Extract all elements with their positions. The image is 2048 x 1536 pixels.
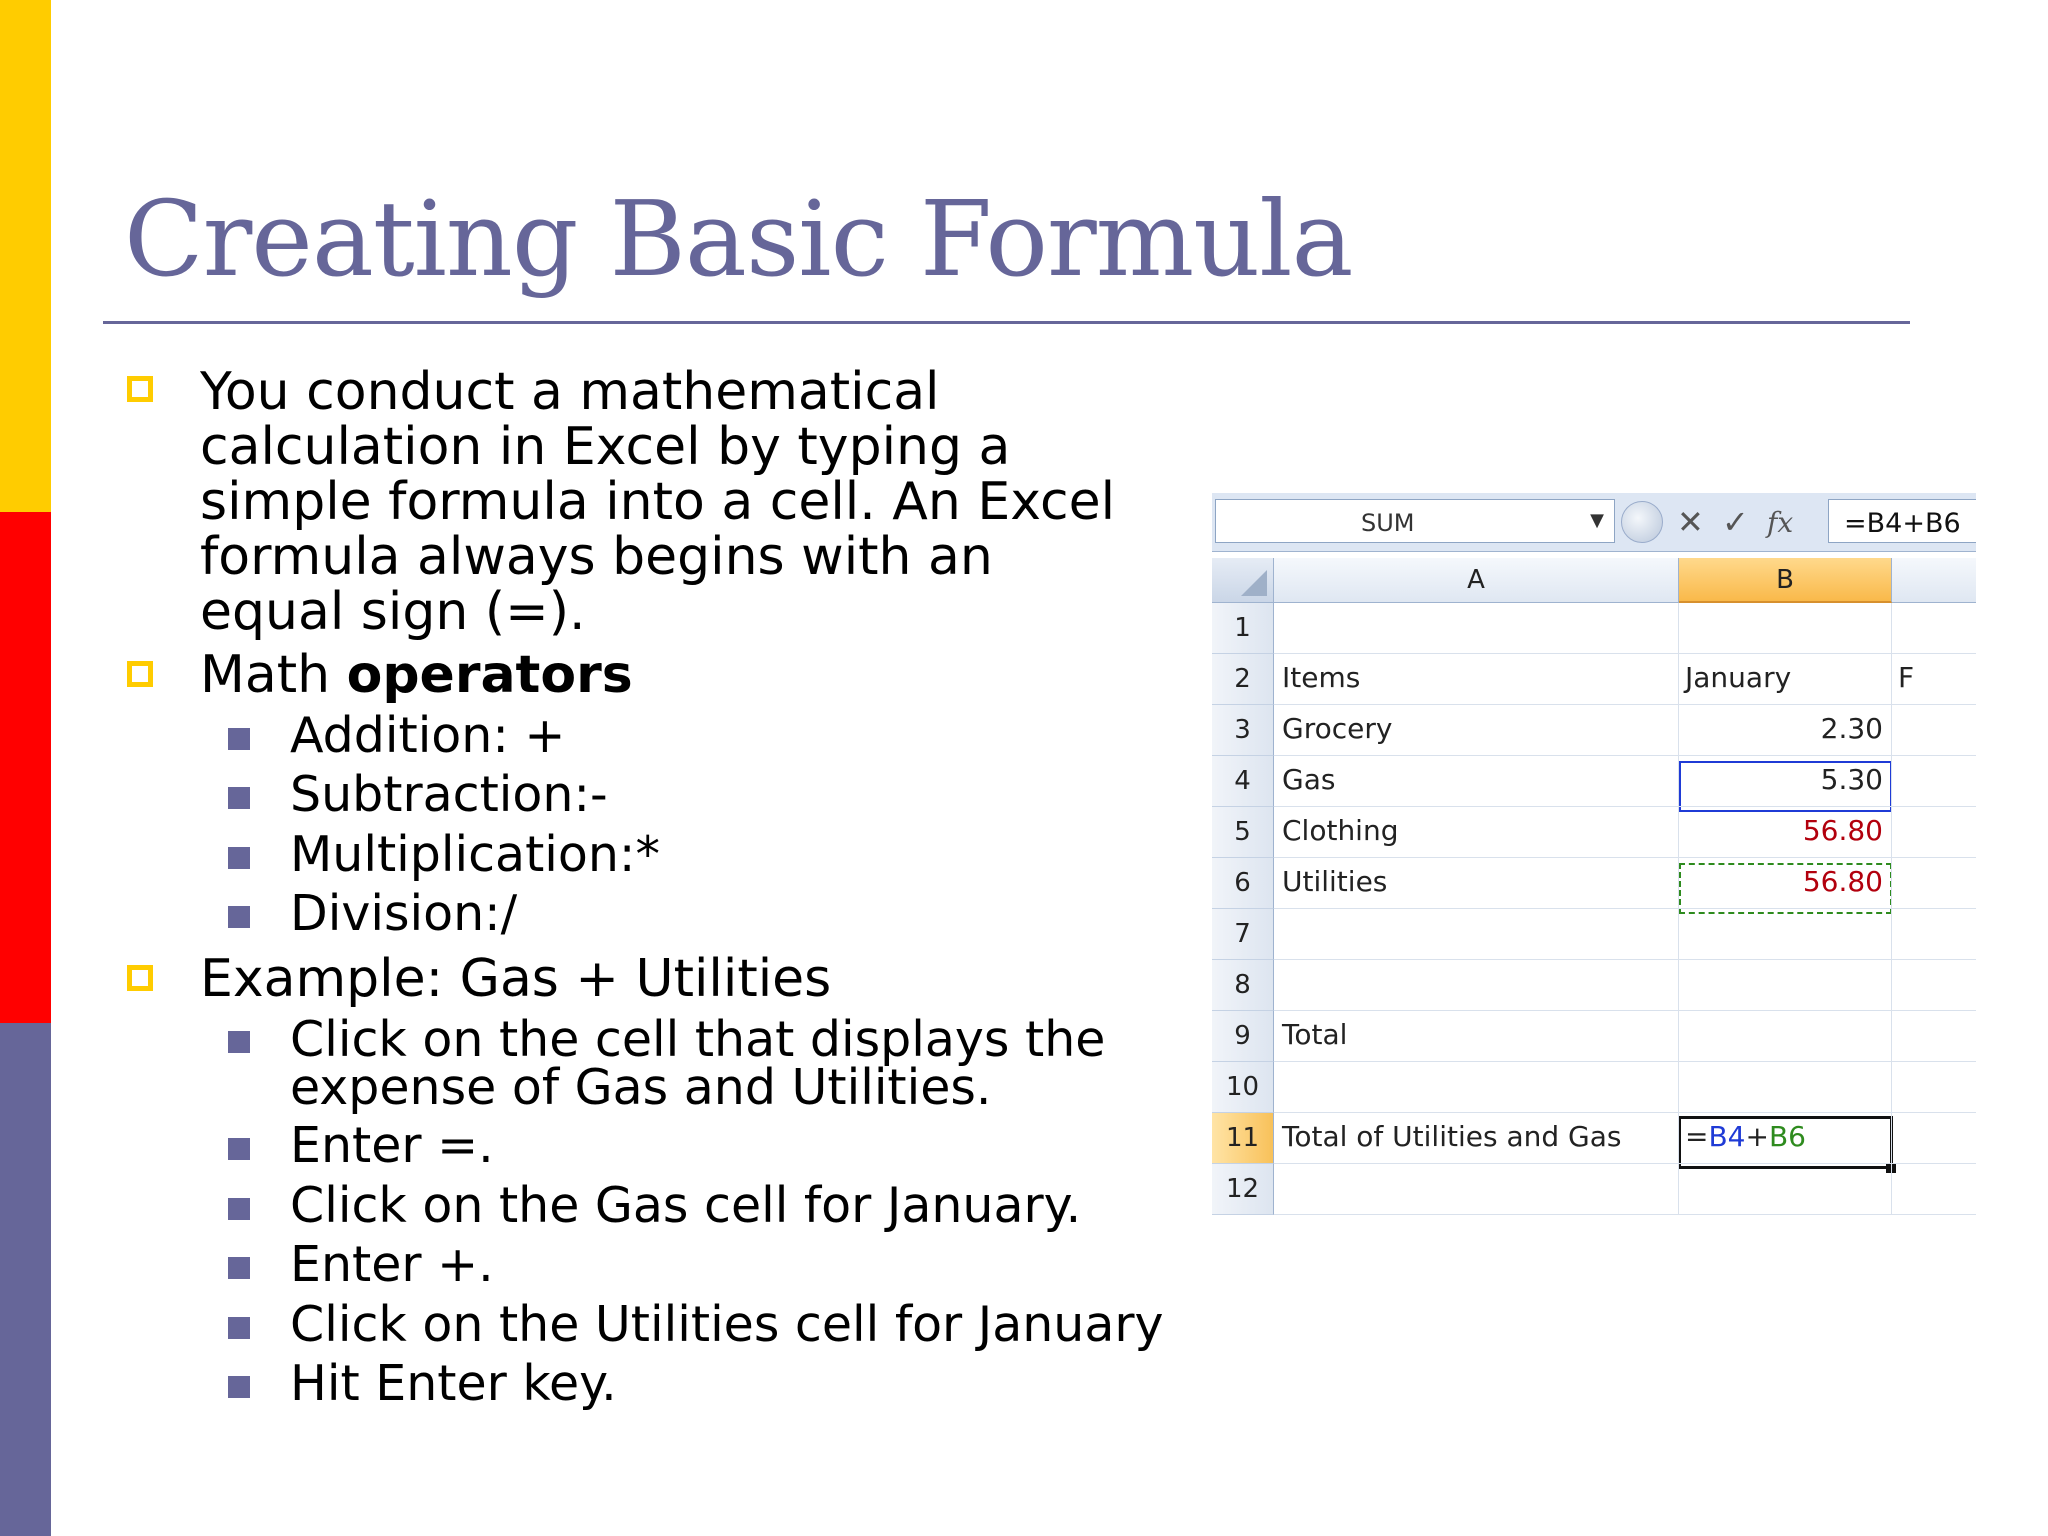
cell-next[interactable] bbox=[1892, 603, 1976, 654]
row-header[interactable]: 2 bbox=[1212, 654, 1274, 705]
bullet-text: Example: Gas + Utilities bbox=[200, 949, 832, 1009]
cell-a6[interactable] bbox=[1274, 858, 1679, 909]
row-header[interactable]: 10 bbox=[1212, 1062, 1274, 1113]
sub-bullet-marker bbox=[228, 1138, 250, 1160]
column-header-a[interactable]: A bbox=[1274, 558, 1679, 603]
sub-bullet-marker bbox=[228, 728, 250, 750]
accent-purple bbox=[0, 1023, 51, 1536]
cell-value: 56.80 bbox=[1802, 865, 1883, 898]
row-header[interactable]: 8 bbox=[1212, 960, 1274, 1011]
cell-b3[interactable] bbox=[1679, 705, 1892, 756]
cell-value: Total of Utilities and Gas bbox=[1282, 1120, 1622, 1153]
left-accent-bar bbox=[0, 0, 51, 1536]
cell-value: Clothing bbox=[1282, 814, 1399, 847]
formula-value: =B4+B6 bbox=[1844, 508, 1961, 539]
sub-bullet-marker bbox=[228, 1198, 250, 1220]
formula-part-ref2: B6 bbox=[1768, 1120, 1806, 1153]
cancel-icon[interactable]: ✕ bbox=[1677, 503, 1704, 541]
bullet-text bbox=[200, 645, 633, 705]
column-header-next[interactable] bbox=[1892, 558, 1976, 603]
row-header[interactable]: 1 bbox=[1212, 603, 1274, 654]
sub-bullet-text: Click on the Gas cell for January. bbox=[290, 1177, 1082, 1234]
bullet-text: formula always begins with an bbox=[200, 527, 993, 587]
bullet-text: You conduct a mathematical bbox=[200, 362, 940, 422]
cell-b11[interactable] bbox=[1679, 1113, 1892, 1164]
cell-next[interactable] bbox=[1892, 1164, 1976, 1215]
formula-bar-area bbox=[1212, 493, 1976, 552]
cell-value: Total bbox=[1282, 1018, 1348, 1051]
cell-value: Gas bbox=[1282, 763, 1336, 796]
sub-bullet-text: Multiplication:* bbox=[290, 826, 660, 883]
row-header[interactable]: 4 bbox=[1212, 756, 1274, 807]
sub-bullet-text: Subtraction:- bbox=[290, 766, 608, 823]
bullet-marker bbox=[127, 965, 153, 991]
name-box-value: SUM bbox=[1361, 509, 1415, 537]
cell-value: 56.80 bbox=[1802, 814, 1883, 847]
check-icon[interactable]: ✓ bbox=[1722, 503, 1749, 541]
cell-value: January bbox=[1685, 661, 1792, 694]
sub-bullet-marker bbox=[228, 787, 250, 809]
cell-b9[interactable] bbox=[1679, 1011, 1892, 1062]
cell-next[interactable] bbox=[1892, 909, 1976, 960]
sub-bullet-text: Click on the cell that displays the bbox=[290, 1011, 1106, 1068]
bullet-text: simple formula into a cell. An Excel bbox=[200, 472, 1116, 532]
formula-part-eq: = bbox=[1685, 1120, 1709, 1153]
sub-bullet-marker bbox=[228, 847, 250, 869]
cell-b8[interactable] bbox=[1679, 960, 1892, 1011]
bullet-text: calculation in Excel by typing a bbox=[200, 417, 1011, 477]
row-header[interactable]: 9 bbox=[1212, 1011, 1274, 1062]
name-box[interactable] bbox=[1215, 499, 1615, 543]
options-circle-icon[interactable] bbox=[1621, 501, 1663, 543]
column-header-b[interactable]: B bbox=[1679, 558, 1892, 603]
sub-bullet-text: Click on the Utilities cell for January bbox=[290, 1296, 1164, 1353]
formula-input[interactable] bbox=[1828, 499, 1976, 543]
select-all-corner[interactable] bbox=[1212, 558, 1274, 603]
row-header[interactable]: 6 bbox=[1212, 858, 1274, 909]
cell-b4[interactable] bbox=[1679, 756, 1892, 807]
cell-b6[interactable] bbox=[1679, 858, 1892, 909]
excel-screenshot bbox=[1212, 493, 1976, 1225]
sub-bullet-marker bbox=[228, 906, 250, 928]
bullet-marker bbox=[127, 661, 153, 687]
sub-bullet-text: Addition: + bbox=[290, 707, 566, 764]
cell-b5[interactable] bbox=[1679, 807, 1892, 858]
cell-a9[interactable] bbox=[1274, 1011, 1679, 1062]
cell-a1[interactable] bbox=[1274, 603, 1679, 654]
sub-bullet-text: expense of Gas and Utilities. bbox=[290, 1059, 992, 1116]
formula-part-ref1: B4 bbox=[1708, 1120, 1746, 1153]
bullet-marker bbox=[127, 376, 153, 402]
accent-red bbox=[0, 512, 51, 1023]
accent-yellow bbox=[0, 0, 51, 512]
cell-a7[interactable] bbox=[1274, 909, 1679, 960]
row-header[interactable]: 11 bbox=[1212, 1113, 1274, 1164]
cell-b2[interactable] bbox=[1679, 654, 1892, 705]
sub-bullet-marker bbox=[228, 1376, 250, 1398]
sub-bullet-text: Hit Enter key. bbox=[290, 1355, 617, 1412]
sub-bullet-marker bbox=[228, 1031, 250, 1053]
cell-a3[interactable] bbox=[1274, 705, 1679, 756]
cell-b7[interactable] bbox=[1679, 909, 1892, 960]
cell-value: F bbox=[1898, 661, 1915, 694]
cell-value: Items bbox=[1282, 661, 1361, 694]
cell-a2[interactable] bbox=[1274, 654, 1679, 705]
sub-bullet-text: Enter =. bbox=[290, 1117, 494, 1174]
formula-part-plus: + bbox=[1745, 1120, 1769, 1153]
chevron-down-icon[interactable]: ▼ bbox=[1590, 510, 1604, 531]
formula-buttons bbox=[1617, 497, 1817, 545]
row-header[interactable]: 3 bbox=[1212, 705, 1274, 756]
bullet-text: equal sign (=). bbox=[200, 582, 586, 642]
cell-next[interactable] bbox=[1892, 654, 1976, 705]
cell-next[interactable] bbox=[1892, 807, 1976, 858]
cell-formula bbox=[1685, 1120, 1806, 1153]
cell-next[interactable] bbox=[1892, 1062, 1976, 1113]
bullet-text-plain: Math bbox=[200, 645, 347, 705]
cell-b10[interactable] bbox=[1679, 1062, 1892, 1113]
cell-a11[interactable] bbox=[1274, 1113, 1679, 1164]
cell-a10[interactable] bbox=[1274, 1062, 1679, 1113]
cell-a5[interactable] bbox=[1274, 807, 1679, 858]
cell-a8[interactable] bbox=[1274, 960, 1679, 1011]
slide-title: Creating Basic Formula bbox=[124, 178, 1353, 300]
row-header[interactable]: 5 bbox=[1212, 807, 1274, 858]
cell-value: Grocery bbox=[1282, 712, 1393, 745]
cell-value: 5.30 bbox=[1820, 763, 1883, 796]
cell-b1[interactable] bbox=[1679, 603, 1892, 654]
cell-value: 2.30 bbox=[1820, 712, 1883, 745]
cell-next[interactable] bbox=[1892, 1011, 1976, 1062]
cell-next[interactable] bbox=[1892, 1113, 1976, 1164]
cell-next[interactable] bbox=[1892, 960, 1976, 1011]
sub-bullet-marker bbox=[228, 1317, 250, 1339]
cell-next[interactable] bbox=[1892, 705, 1976, 756]
cell-b12[interactable] bbox=[1679, 1164, 1892, 1215]
sub-bullet-text: Enter +. bbox=[290, 1236, 494, 1293]
sub-bullet-text: Division:/ bbox=[290, 885, 518, 942]
title-underline bbox=[103, 321, 1910, 324]
bullet-text-bold: operators bbox=[346, 645, 633, 705]
cell-a4[interactable] bbox=[1274, 756, 1679, 807]
sub-bullet-marker bbox=[228, 1257, 250, 1279]
cell-next[interactable] bbox=[1892, 756, 1976, 807]
cell-value: Utilities bbox=[1282, 865, 1388, 898]
row-header[interactable]: 12 bbox=[1212, 1164, 1274, 1215]
row-header[interactable]: 7 bbox=[1212, 909, 1274, 960]
cell-a12[interactable] bbox=[1274, 1164, 1679, 1215]
function-icon[interactable]: fx bbox=[1767, 506, 1794, 539]
cell-next[interactable] bbox=[1892, 858, 1976, 909]
